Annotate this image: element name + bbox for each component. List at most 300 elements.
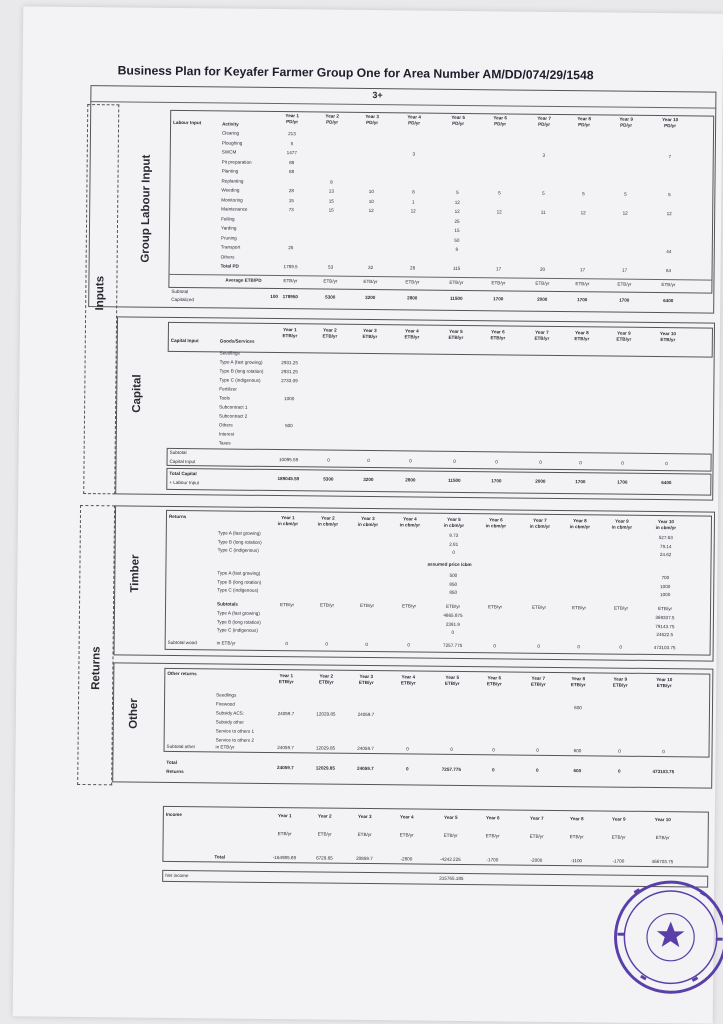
unit-header: ETB/yr <box>534 335 550 341</box>
income-year-header: Year 6 <box>486 815 500 821</box>
labour-cell: 7 <box>668 154 672 160</box>
income-year-header: Year 1 <box>278 813 292 819</box>
capital-label: Capital <box>131 374 144 413</box>
labour-cell: 15 <box>328 198 334 204</box>
total-returns-cell: 473103.75 <box>652 768 675 775</box>
labour-cell: 1 <box>411 198 415 204</box>
etb-unit: ETB/yr <box>363 278 378 285</box>
income-total-cell: -2000 <box>530 857 543 863</box>
etb-unit: ETB/yr <box>487 604 503 610</box>
capital-total-cell: 1700 <box>575 479 586 485</box>
year-header: Year 7 <box>531 675 546 681</box>
subtitle: 3+ <box>372 90 383 101</box>
timber-type-label: Type B (long rotation) <box>216 618 261 625</box>
capital-item-label: Others <box>218 422 233 428</box>
capital-total-cell: 1700 <box>491 478 502 484</box>
timber-price: 850 <box>449 589 458 595</box>
subtotal-label: Subtotal <box>171 288 189 295</box>
unit-header: PD/yr <box>366 119 379 126</box>
capital-total-cell: 1700 <box>617 479 628 485</box>
labour-cell: 1789.5 <box>283 264 298 270</box>
timber-subtotal: 369337.5 <box>655 615 675 621</box>
other-item-label: Subsidy ACS: <box>215 710 245 716</box>
year-header: Year 3 <box>359 673 374 680</box>
capital-item-label: Tools <box>219 395 230 401</box>
goods-header: Goods/Services <box>219 338 255 344</box>
total-returns-cell: 7257.775 <box>441 766 461 772</box>
income-unit: ETB/yr <box>277 831 292 837</box>
subtotal-wood-cell: 0 <box>365 641 368 648</box>
subtotal-other-cell: 12029.85 <box>315 745 336 751</box>
subtotal-other-cell: 0 <box>450 746 453 752</box>
capital-subtotal-cell: 0 <box>453 458 456 464</box>
year-header: Year 1 <box>285 113 299 119</box>
etb-unit: ETB/yr <box>323 278 338 284</box>
unit-header: ETB/yr <box>322 333 338 339</box>
year-header: Year 3 <box>361 515 375 522</box>
year-header: Year 4 <box>407 114 421 120</box>
capital-subtotal-cell: 0 <box>327 457 330 463</box>
other-item-label: Service to others 1 <box>215 728 255 734</box>
capital-item-label: Type B (long rotation) <box>219 368 264 374</box>
returns-header: Returns <box>168 513 187 520</box>
labour-cell: 20 <box>539 266 546 272</box>
labour-cell: 10 <box>368 188 374 195</box>
capitalized-cell: 6400 <box>663 298 674 304</box>
firewood-cell: 600 <box>574 705 582 711</box>
timber-type-label: Type A (fast growing) <box>217 530 261 536</box>
income-year-header: Year 8 <box>570 816 584 822</box>
labour-cell: 17 <box>495 266 502 272</box>
income-unit: ETB/yr <box>357 831 372 838</box>
capital-cell: 2931.25 <box>281 360 298 366</box>
capital-cell: 2931.25 <box>281 369 298 375</box>
etb-unit: ETB/yr <box>575 281 590 287</box>
year-header: Year 5 <box>451 114 465 120</box>
year-header: Year 9 <box>615 518 629 524</box>
activity-label: Monitoring <box>221 196 243 203</box>
activity-label: SWCM <box>221 149 237 155</box>
timber-volume: 79.14 <box>659 543 672 549</box>
activity-header: Activity <box>222 121 239 127</box>
unit-header: PD/yr <box>326 119 339 125</box>
income-total-cell: -1100 <box>570 858 583 864</box>
etb-unit: ETB/yr <box>279 602 295 608</box>
timber-price: 700 <box>661 575 670 581</box>
unit-header: PD/yr <box>538 121 551 127</box>
timber-subtotal: 79143.75 <box>655 623 675 629</box>
year-header: Year 2 <box>319 673 334 679</box>
year-header: Year 9 <box>613 676 628 682</box>
labour-cell: 3 <box>412 151 416 157</box>
etb-unit: ETB/yr <box>613 605 629 611</box>
subtotal-other-cell: 0 <box>492 747 495 753</box>
timber-type-label: Type B (long rotation) <box>217 578 262 585</box>
unit-header: ETB/yr <box>404 334 420 340</box>
year-header: Year 6 <box>487 675 502 681</box>
year-header: Year 3 <box>365 113 379 120</box>
unit-header: ETB/yr <box>486 681 502 687</box>
income-total-cell: -164985.89 <box>272 855 297 861</box>
unit-header: ETB/yr <box>490 335 506 341</box>
year-header: Year 6 <box>489 517 503 523</box>
capital-subtotal-cell: 0 <box>409 458 412 464</box>
income-unit: ETB/yr <box>399 832 414 838</box>
subsidy-cell: 12029.85 <box>316 711 336 717</box>
year-header: Year 8 <box>577 116 591 122</box>
income-year-header: Year 2 <box>318 813 332 819</box>
labour-cell: 5 <box>624 191 627 197</box>
year-header: Year 7 <box>535 329 549 335</box>
income-unit: ETB/yr <box>611 834 626 840</box>
subtotal-wood-cell: 0 <box>577 644 580 650</box>
subtotal-wood-cell: 0 <box>285 641 288 647</box>
labour-cell: 11 <box>540 209 546 215</box>
year-header: Year 8 <box>575 330 589 336</box>
unit-header: ETB/yr <box>400 680 416 686</box>
unit-header: in cbm/yr <box>443 522 465 529</box>
unit-header: in cbm/yr <box>277 521 299 527</box>
document-sheet <box>13 6 723 1023</box>
timber-type-label: Type B (long rotation) <box>217 538 262 545</box>
total-returns-cell: 0 <box>492 767 495 773</box>
labour-cell: 3 <box>542 152 546 158</box>
unit-header: ETB/yr <box>612 682 628 688</box>
unit-header: PD/yr <box>620 122 633 128</box>
etb-unit: ETB/yr <box>657 606 673 612</box>
year-header: Year 6 <box>493 115 507 121</box>
activity-label: Pruning <box>220 234 237 241</box>
capital-cell: 2733.09 <box>281 378 298 384</box>
income-unit: ETB/yr <box>443 832 458 838</box>
labour-cell: 44 <box>666 249 672 255</box>
year-header: Year 2 <box>323 327 337 333</box>
labour-cell: 12 <box>622 210 628 216</box>
unit-header: ETB/yr <box>358 679 374 686</box>
subtotals-label: Subtotals <box>217 601 239 607</box>
activity-label: Transport <box>220 244 241 250</box>
capital-subtotal-cell: 0 <box>367 457 370 464</box>
labour-cell: 88 <box>289 159 295 165</box>
labour-cell: 213 <box>288 131 296 137</box>
activity-label: Weeding <box>221 187 240 193</box>
labour-cell: 12 <box>410 208 416 214</box>
total-returns-cell: 0 <box>406 766 409 772</box>
timber-type-label: Type C (indigenous) <box>216 627 258 633</box>
unit-header: ETB/yr <box>318 679 334 685</box>
net-income-label: Net income <box>165 872 189 879</box>
unit-header: ETB/yr <box>660 337 676 343</box>
timber-type-label: Type A (fast growing) <box>217 570 261 576</box>
subtotal-wood-cell: 0 <box>493 643 496 649</box>
subtotal-wood-label: Subtotal wood <box>167 639 197 646</box>
other-item-label: Service to others 2 <box>215 737 254 743</box>
returns-label: Returns <box>90 646 103 690</box>
labour-cell: 88 <box>289 169 295 175</box>
unit-header: in cbm/yr <box>357 521 379 528</box>
etb-unit: ETB/yr <box>531 604 547 610</box>
capitalized-cell: 11500 <box>449 295 463 301</box>
etb-unit: ETB/yr <box>359 602 375 609</box>
unit-header: in cbm/yr <box>399 522 421 528</box>
subtotal-other-cell: 0 <box>536 747 539 753</box>
labour-cell: 5 <box>456 189 459 195</box>
activity-label: Pit preparation <box>221 158 252 165</box>
subtotal-other-label: Subtotal other <box>166 743 196 750</box>
labour-cell: 5 <box>668 192 671 198</box>
income-unit: ETB/yr <box>529 833 544 839</box>
unit-header: ETB/yr <box>448 334 464 340</box>
year-header: Year 10 <box>656 677 673 683</box>
unit-header: ETB/yr <box>278 679 294 685</box>
labour-cell: 12 <box>454 199 460 205</box>
etb-unit: ETB/yr <box>319 602 335 608</box>
capital-subtotal-cell: 10095.59 <box>278 457 299 463</box>
income-year-header: Year 7 <box>530 815 544 821</box>
year-header: Year 9 <box>619 116 633 122</box>
timber-volume: 9.73 <box>449 532 459 538</box>
year-header: Year 10 <box>662 117 679 123</box>
timber-subtotal: 2391.9 <box>445 621 460 627</box>
total-returns-cell: 24059.7 <box>277 765 294 771</box>
activity-label: Planting <box>221 168 239 174</box>
unit-header: PD/yr <box>578 122 591 128</box>
unit-header: PD/yr <box>494 121 507 127</box>
activity-label: Total PD <box>220 263 239 269</box>
timber-volume: 24.62 <box>659 552 672 558</box>
capital-item-label: Seedlings <box>219 350 240 356</box>
labour-cell: 25 <box>454 218 460 224</box>
subtotal-wood-cell: 0 <box>619 644 622 650</box>
unit-header: PD/yr <box>664 123 677 129</box>
total-returns-cell: 0 <box>536 767 539 773</box>
unit-header: in cbm/yr <box>485 523 507 529</box>
avg-etb-value: 100 <box>270 293 278 300</box>
other-item-label: Subsidy other <box>215 719 244 725</box>
timber-subtotal: 24622.5 <box>656 632 674 638</box>
timber-type-label: Type C (indigenous) <box>217 587 259 593</box>
year-header: Year 6 <box>491 329 505 335</box>
timber-price: 1000 <box>660 583 671 589</box>
etb-unit: ETB/yr <box>449 279 464 285</box>
unit-header: in cbm/yr <box>611 524 633 530</box>
other-item-label: Seedlings <box>216 692 237 698</box>
capital-cell: 500 <box>285 423 293 429</box>
activity-label: Clearing <box>221 130 240 136</box>
capital-subtotal-cell: 0 <box>621 460 624 466</box>
activity-label: Others <box>220 253 235 260</box>
timber-type-label: Type C (indigenous) <box>217 547 259 553</box>
timber-subtotal: 4865.875 <box>443 612 463 618</box>
capital-total-cell: 189045.59 <box>277 476 300 482</box>
unit-header: in cbm/yr <box>655 525 677 531</box>
year-header: Year 7 <box>537 115 551 121</box>
page-title: Business Plan for Keyafer Farmer Group One for Area Number AM/DD/074/29/1548 <box>117 63 594 83</box>
timber-volume: 0 <box>452 549 455 555</box>
unit-header: PD/yr <box>286 119 299 125</box>
activity-label: Replanting <box>221 177 244 184</box>
year-header: Year 9 <box>617 330 631 336</box>
activity-label: Maintenance <box>221 206 248 212</box>
subtotal-wood-cell: 0 <box>325 641 328 647</box>
subtotal-wood-cell: 0 <box>407 642 410 648</box>
etb-unit: ETB/yr <box>535 280 550 286</box>
total-capital-label: Total Capital <box>169 470 197 477</box>
etb-unit: ETB/yr <box>405 279 420 285</box>
labour-cell: 12 <box>368 207 374 214</box>
labour-cell: 17 <box>579 267 586 273</box>
capitalized-cell: 3200 <box>365 294 376 301</box>
subtotal-other-cell: 600 <box>573 748 582 754</box>
subtotal-other-cell: 0 <box>406 746 409 752</box>
capital-subtotal-cell: 0 <box>495 459 498 465</box>
etb-unit: ETB/yr <box>617 281 632 287</box>
year-header: Year 8 <box>571 676 586 682</box>
income-total-cell: -1700 <box>486 857 499 863</box>
activity-label: Felling <box>221 215 235 222</box>
unit-header: ETB/yr <box>570 682 586 688</box>
labour-input-label: + Labour Input <box>169 479 200 486</box>
capitalized-cell: 2000 <box>537 296 548 302</box>
capitalized-cell: 5300 <box>325 294 336 300</box>
labour-cell: 12 <box>496 209 502 215</box>
year-header: Year 7 <box>533 517 547 523</box>
assumed-price-label: assumed price /cbm <box>427 561 472 568</box>
capitalized-cell: 178950 <box>282 294 298 300</box>
labour-cell: 5 <box>290 140 294 146</box>
year-header: Year 3 <box>363 327 377 334</box>
labour-cell: 15 <box>328 207 334 213</box>
subtotal-other-cell: 0 <box>618 748 621 754</box>
capitalized-cell: 1700 <box>577 297 588 303</box>
etb-unit: ETB/yr <box>571 605 587 611</box>
capital-header: Capital Input <box>170 337 199 344</box>
capital-item-label: Fertilizer <box>219 386 237 392</box>
labour-cell: 12 <box>454 208 460 214</box>
total-returns-cell: 12029.85 <box>315 765 335 771</box>
year-header: Year 8 <box>573 518 587 524</box>
subsidy-cell: 24059.7 <box>277 711 295 717</box>
total-returns-cell: 24059.7 <box>357 765 374 772</box>
activity-label: Yarding <box>220 225 237 231</box>
income-year-header: Year 3 <box>358 813 372 820</box>
year-header: Year 1 <box>283 327 297 333</box>
other-label: Other <box>127 698 141 729</box>
capital-item-label: Type C (indigenous) <box>219 377 261 383</box>
capital-item-label: Subcontract 2 <box>219 413 248 419</box>
unit-header: ETB/yr <box>656 683 672 689</box>
year-header: Year 4 <box>403 516 417 522</box>
labour-cell: 64 <box>665 268 672 274</box>
income-total-cell: -4242.225 <box>440 856 461 862</box>
labour-cell: 50 <box>454 237 460 243</box>
year-header: Year 4 <box>405 328 419 334</box>
capital-cell: 1000 <box>284 396 295 402</box>
labour-cell: 53 <box>328 264 334 270</box>
unit-header: ETB/yr <box>362 333 378 340</box>
labour-header: Labour Input <box>173 119 202 126</box>
etb-unit: ETB/yr <box>401 603 417 609</box>
etb-unit: ETB/yr <box>661 282 676 288</box>
timber-subtotal: 0 <box>451 629 455 635</box>
labour-cell: 8 <box>330 179 333 185</box>
cap-input-label: Capital Input <box>169 458 196 465</box>
timber-price: 1000 <box>660 592 671 598</box>
capital-total-cell: 5300 <box>323 476 334 482</box>
total-returns-label: Total <box>166 759 178 766</box>
total-returns-cell: 0 <box>618 768 621 774</box>
unit-header: ETB/yr <box>282 333 298 339</box>
income-unit: ETB/yr <box>655 835 670 841</box>
labour-cell: 25 <box>288 245 294 251</box>
income-total-cell: 466703.75 <box>651 858 674 865</box>
in-etb-label: in ETB/yr <box>216 640 236 646</box>
capital-subtotal-cell: 0 <box>665 461 668 467</box>
capital-item-label: Subcontract 1 <box>219 404 248 410</box>
labour-cell: 5 <box>582 191 585 197</box>
labour-cell: 15 <box>288 197 294 203</box>
net-income-value: 315765.185 <box>439 875 464 882</box>
etb-unit: ETB/yr <box>283 278 298 284</box>
income-total-cell: -2800 <box>400 856 413 862</box>
capital-subtotal-cell: 0 <box>579 460 582 466</box>
year-header: Year 2 <box>321 515 335 521</box>
labour-cell: 28 <box>410 265 416 271</box>
subtotal-wood-cell: 0 <box>537 643 540 649</box>
income-unit: ETB/yr <box>569 834 584 840</box>
inputs-label: Inputs <box>94 275 107 311</box>
labour-cell: 32 <box>368 264 374 271</box>
subtotal-wood-cell: 473103.75 <box>653 644 676 651</box>
year-header: Year 2 <box>325 113 339 119</box>
labour-cell: 1477 <box>286 150 297 156</box>
labour-cell: 5 <box>498 190 501 196</box>
income-unit: ETB/yr <box>317 831 332 837</box>
income-total-cell: 20859.7 <box>356 855 373 862</box>
labour-cell: 12 <box>580 210 586 216</box>
year-header: Year 5 <box>447 516 461 522</box>
timber-volume: 527.63 <box>658 535 673 541</box>
unit-header: PD/yr <box>408 120 421 126</box>
labour-cell: 5 <box>542 190 545 196</box>
subtotal-other-cell: 24059.7 <box>277 745 294 751</box>
year-header: Year 10 <box>659 331 676 337</box>
income-year-header: Year 5 <box>444 814 458 820</box>
labour-cell: 10 <box>368 198 374 204</box>
capital-total-cell: 6400 <box>661 480 672 486</box>
year-header: Year 5 <box>449 328 463 334</box>
income-year-header: Year 4 <box>400 814 414 820</box>
timber-volume: 2.81 <box>449 541 459 547</box>
labour-cell: 13 <box>328 188 334 194</box>
year-header: Year 1 <box>281 515 295 521</box>
capitalized-label: Capitalized <box>171 296 195 303</box>
income-year-header: Year 9 <box>612 816 626 822</box>
etb-unit: ETB/yr <box>491 280 506 286</box>
capital-total-cell: 11500 <box>448 477 461 483</box>
year-header: Year 5 <box>445 674 460 680</box>
labour-cell: 12 <box>666 211 672 217</box>
income-total-cell: 6729.85 <box>316 855 333 861</box>
timber-type-label: Type A (fast growing) <box>216 610 260 616</box>
unit-header: in cbm/yr <box>569 524 591 530</box>
official-seal-stamp <box>611 878 723 997</box>
subsidy-cell: 24059.7 <box>357 711 375 718</box>
unit-header: ETB/yr <box>574 336 590 342</box>
unit-header: in cbm/yr <box>317 521 339 527</box>
income-total-label: Total <box>214 854 226 860</box>
capitalized-cell: 2800 <box>407 295 418 301</box>
